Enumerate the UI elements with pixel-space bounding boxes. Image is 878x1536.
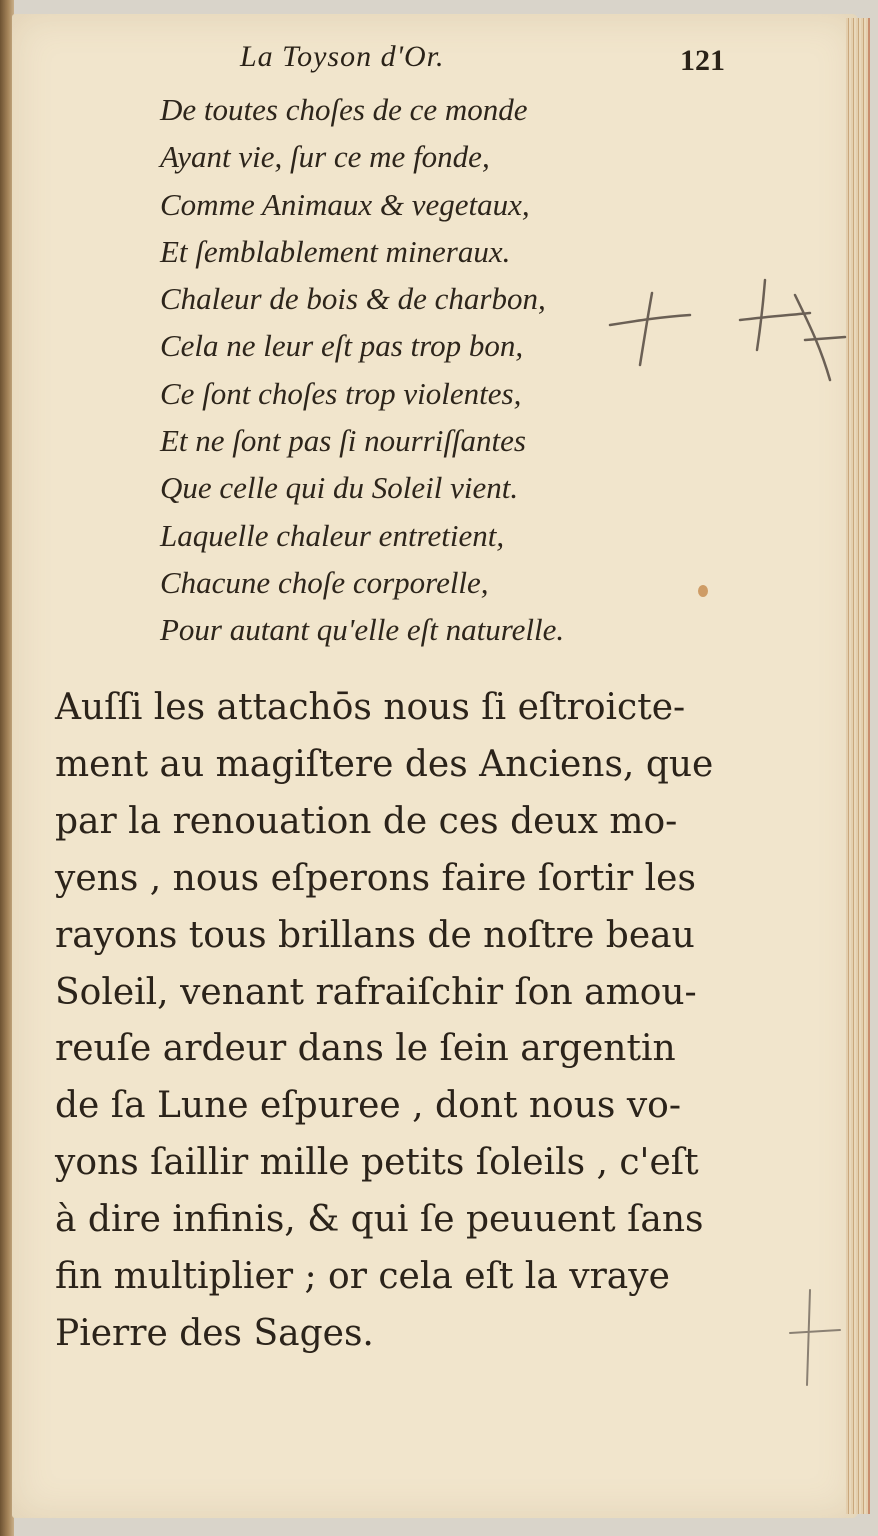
verse-line: Laquelle chaleur entretient, bbox=[160, 517, 505, 553]
prose-line: à dire infinis, & qui ſe peuuent ſans bbox=[55, 1199, 704, 1241]
prose-line: fin multiplier ; or cela eſt la vraye bbox=[55, 1256, 670, 1298]
verse-line: Et ſemblablement mineraux. bbox=[160, 233, 511, 269]
verse-block bbox=[160, 86, 564, 654]
verse-line: Que celle qui du Soleil vient. bbox=[160, 470, 519, 506]
prose-line: Soleil, venant rafraiſchir ſon amou- bbox=[55, 971, 697, 1013]
prose-line: Auſſi les attachōs nous ſi eſtroicte- bbox=[55, 687, 686, 728]
verse-line: De toutes choſes de ce monde bbox=[160, 92, 528, 127]
verse-line: Chacune choſe corporelle, bbox=[160, 564, 489, 600]
page-edge bbox=[846, 18, 870, 1514]
verse-line: Cela ne leur eſt pas trop bon, bbox=[160, 328, 524, 364]
verse-line: Pour autant qu'elle eſt naturelle. bbox=[160, 612, 565, 648]
prose-line: ment au magiſtere des Anciens, que bbox=[55, 743, 714, 785]
page-number: 121 bbox=[680, 44, 725, 77]
prose-line: Pierre des Sages. bbox=[55, 1312, 374, 1354]
verse-line: Et ne ſont pas ſi nourriſſantes bbox=[160, 423, 526, 459]
prose-line: rayons tous brillans de noſtre beau bbox=[55, 914, 695, 956]
prose-line: de ſa Lune eſpuree , dont nous vo- bbox=[55, 1085, 682, 1127]
verse-line: Comme Animaux & vegetaux, bbox=[160, 186, 530, 222]
verse-line: Chaleur de bois & de charbon, bbox=[160, 281, 546, 317]
verse-line: Ce ſont choſes trop violentes, bbox=[160, 375, 522, 411]
verse-line: Ayant vie, ſur ce me fonde, bbox=[160, 139, 490, 175]
prose-line: yens , nous eſperons faire ſortir les bbox=[55, 857, 696, 899]
prose-paragraph bbox=[55, 680, 725, 1363]
prose-line: reuſe ardeur dans le ſein argentin bbox=[55, 1028, 676, 1070]
running-title: La Toyson d'Or. bbox=[240, 40, 445, 73]
prose-line: yons ſaillir mille petits ſoleils , c'eſt bbox=[55, 1142, 699, 1184]
prose-line: par la renouation de ces deux mo- bbox=[55, 800, 678, 842]
